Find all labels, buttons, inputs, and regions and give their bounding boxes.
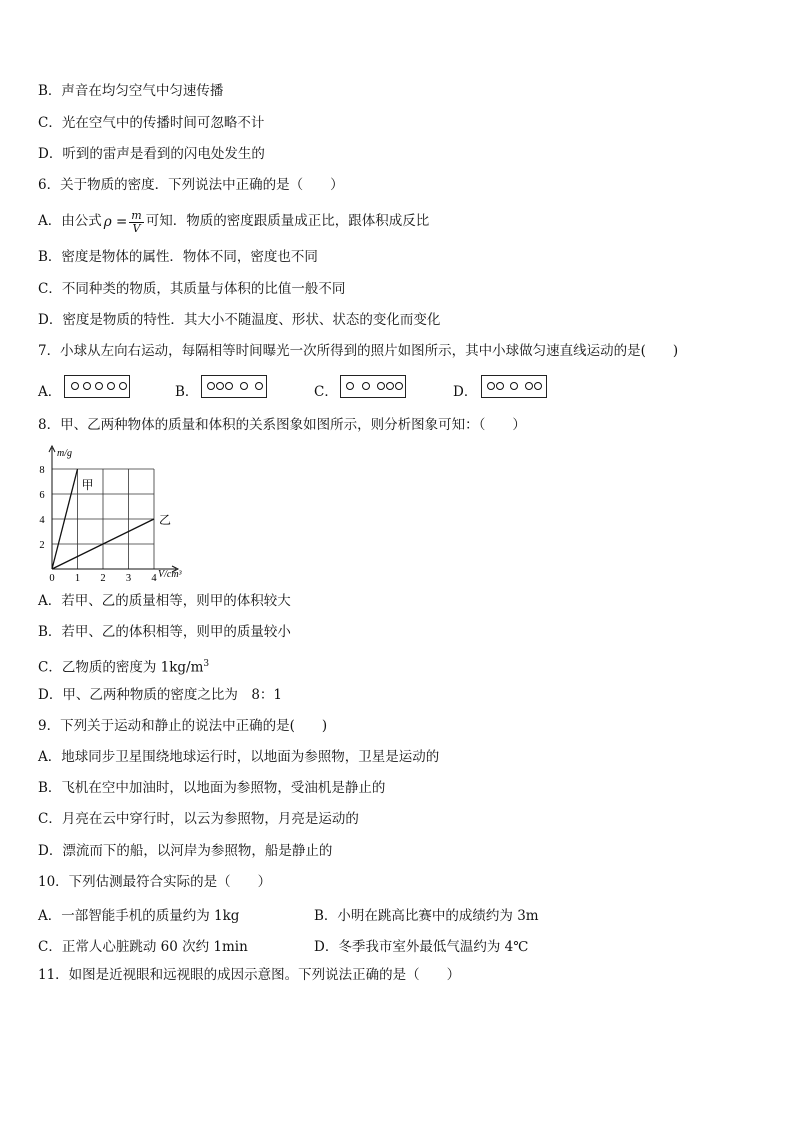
q11-stem: 11．如图是近视眼和远视眼的成因示意图。下列说法正确的是（ ） — [38, 967, 461, 983]
ball — [240, 382, 248, 390]
formula-numerator: m — [131, 208, 142, 222]
mass-volume-graph — [38, 444, 198, 582]
q7-photo-d — [481, 375, 547, 398]
q8-option-c-text: C．乙物质的密度为 1kg/m — [38, 659, 204, 676]
q6-option-a-prefix: A．由公式 — [38, 213, 102, 229]
ball — [395, 382, 403, 390]
ball — [83, 382, 91, 390]
q7-label-c: C． — [314, 384, 338, 400]
density-formula — [104, 208, 144, 236]
formula-fraction — [129, 210, 143, 235]
x-tick-label: 4 — [151, 573, 157, 582]
y-axis-label: m/g — [57, 448, 72, 459]
ball — [377, 382, 385, 390]
ball — [216, 382, 224, 390]
q6-stem: 6．关于物质的密度．下列说法中正确的是（ ） — [38, 177, 344, 193]
formula-rho: ρ = — [103, 213, 128, 230]
x-tick-label: 2 — [100, 573, 106, 582]
q7-label-a: A． — [38, 384, 62, 400]
q10-option-d: D．冬季我市室外最低气温约为 4℃ — [314, 939, 529, 955]
ball — [386, 382, 394, 390]
q5-option-d: D．听到的雷声是看到的闪电处发生的 — [38, 146, 265, 162]
ball — [534, 382, 542, 390]
q8-option-d: D．甲、乙两种物质的密度之比为 8：1 — [38, 687, 283, 703]
series-label: 乙 — [159, 513, 172, 527]
q7-photo-b — [201, 375, 267, 398]
q9-option-d: D．漂流而下的船，以河岸为参照物，船是静止的 — [38, 843, 333, 859]
q7-stem: 7．小球从左向右运动，每隔相等时间曝光一次所得到的照片如图所示，其中小球做匀速直线运动的是( ) — [38, 343, 679, 359]
q8-stem: 8．甲、乙两种物体的质量和体积的关系图象如图所示，则分析图象可知：（ ） — [38, 417, 526, 433]
graph-ticks — [39, 465, 157, 582]
q10-option-b: B．小明在跳高比赛中的成绩约为 3m — [314, 908, 539, 924]
q6-option-a — [38, 207, 429, 236]
q6-option-a-suffix: 可知．物质的密度跟质量成正比，跟体积成反比 — [145, 213, 430, 229]
y-tick-label: 6 — [39, 490, 45, 501]
ball — [346, 382, 354, 390]
ball — [207, 382, 215, 390]
x-tick-label: 3 — [125, 573, 132, 582]
ball — [362, 382, 370, 390]
q5-option-c: C．光在空气中的传播时间可忽略不计 — [38, 115, 265, 131]
formula-denominator: V — [132, 221, 141, 235]
q9-option-b: B．飞机在空中加油时，以地面为参照物，受油机是静止的 — [38, 780, 386, 796]
x-tick-label: 0 — [49, 573, 55, 582]
graph-grid — [52, 469, 154, 569]
ball — [225, 382, 233, 390]
x-axis-label: V/cm³ — [158, 569, 182, 580]
q7-photo-c — [340, 375, 406, 398]
q9-option-c: C．月亮在云中穿行时，以云为参照物，月亮是运动的 — [38, 811, 359, 827]
x-tick-label: 1 — [74, 573, 81, 582]
ball — [255, 382, 263, 390]
q8-option-b: B．若甲、乙的体积相等，则甲的质量较小 — [38, 624, 291, 640]
q10-option-c: C．正常人心脏跳动 60 次约 1min — [38, 939, 248, 955]
ball — [95, 382, 103, 390]
ball — [119, 382, 127, 390]
ball — [525, 382, 533, 390]
q6-option-d: D．密度是物质的特性．其大小不随温度、形状、状态的变化而变化 — [38, 312, 441, 328]
y-tick-label: 2 — [39, 540, 45, 551]
q5-option-b: B．声音在均匀空气中匀速传播 — [38, 83, 224, 99]
q8-option-c-sup: 3 — [203, 659, 210, 669]
y-tick-label: 4 — [39, 515, 45, 526]
q7-photo-a — [64, 375, 130, 398]
series-label: 甲 — [81, 478, 94, 492]
graph-axes — [49, 446, 178, 572]
ball — [510, 382, 518, 390]
y-tick-label: 8 — [39, 465, 45, 476]
q7-label-d: D． — [453, 384, 478, 400]
q6-option-b: B．密度是物体的属性．物体不同，密度也不同 — [38, 249, 318, 265]
q9-stem: 9．下列关于运动和静止的说法中正确的是( ) — [38, 718, 328, 734]
q9-option-a: A．地球同步卫星围绕地球运行时，以地面为参照物，卫星是运动的 — [38, 749, 440, 765]
q10-option-a: A．一部智能手机的质量约为 1kg — [38, 908, 240, 924]
q8-option-c — [38, 655, 209, 677]
ball — [107, 382, 115, 390]
q7-label-b: B． — [175, 384, 199, 400]
ball — [487, 382, 495, 390]
q10-stem: 10．下列估测最符合实际的是（ ） — [38, 874, 272, 890]
q6-option-c: C．不同种类的物质，其质量与体积的比值一般不同 — [38, 281, 346, 297]
q8-option-a: A．若甲、乙的质量相等，则甲的体积较大 — [38, 593, 291, 609]
ball — [71, 382, 79, 390]
ball — [496, 382, 504, 390]
